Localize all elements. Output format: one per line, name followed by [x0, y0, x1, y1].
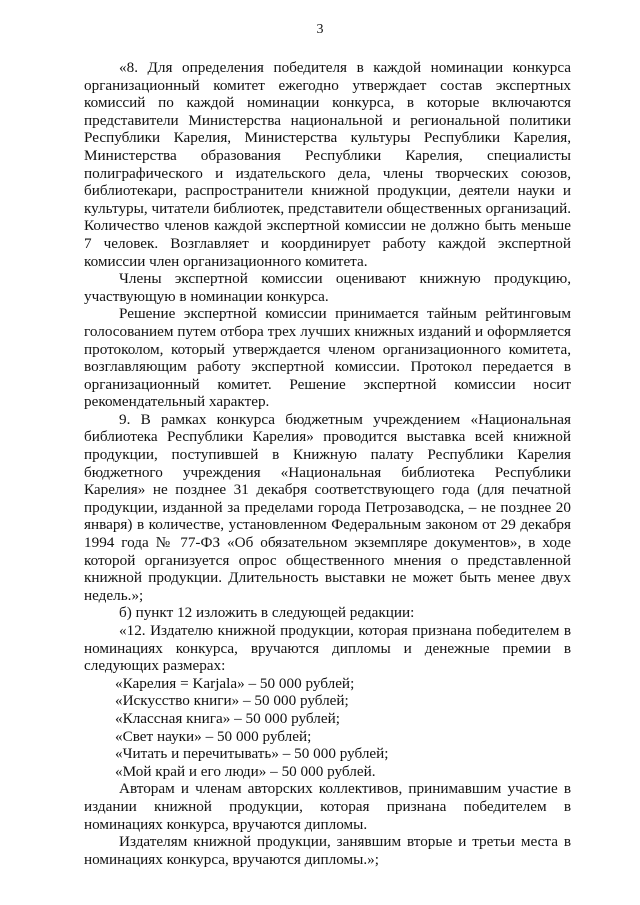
paragraph-publishers-diplomas: Издателям книжной продукции, занявшим вторые и третьи места в номинациях конкурса, вручаются дипломы.»;: [84, 833, 571, 868]
document-body: [84, 59, 571, 868]
paragraph-item-12-instruction: б) пункт 12 изложить в следующей редакции:: [119, 604, 415, 622]
award-item-my-land-and-people: «Мой край и его люди» – 50 000 рублей.: [115, 762, 376, 780]
paragraph-item-12-text: «12. Издателю книжной продукции, которая признана победителем в номинациях конкурса, вручаются дипломы и денежные премии в следующих размерах:: [84, 622, 571, 675]
page-number: 3: [316, 22, 324, 37]
paragraph-authors-diplomas: Авторам и членам авторских коллективов, принимавшим участие в издании книжной продукции, которая признана победителем в номинациях конкурса, вручаются дипломы.: [84, 780, 571, 833]
award-item-karelia: «Карелия = Karjala» – 50 000 рублей;: [115, 674, 355, 692]
award-item-class-book: «Классная книга» – 50 000 рублей;: [115, 709, 340, 727]
award-item-light-of-science: «Свет науки» – 50 000 рублей;: [115, 727, 312, 745]
award-list: [84, 675, 571, 781]
paragraph-expert-commission-composition: «8. Для определения победителя в каждой номинации конкурса организационный комитет ежегодно утверждает состав экспертных комиссий по каждой номинации конкурса, в которые включаются представители Министерства национальной и региональной политики Республики Карелия, Министерства культуры Республики Карелия, Министерства образования Республики Карелия, специалисты полиграфического и издательского дела, члены творческих союзов, библиотекари, распространители книжной продукции, деятели науки и культуры, читатели библиотек, представители общественных организаций. Количество членов каждой экспертной комиссии не должно быть меньше 7 человек. Возглавляет и координирует работу каждой экспертной комиссии член организационного комитета.: [84, 59, 571, 270]
paragraph-book-exhibition: 9. В рамках конкурса бюджетным учреждением «Национальная библиотека Республики Карелия» проводится выставка всей книжной продукции, поступившей в Книжную палату Республики Карелия бюджетного учреждения «Национальная библиотека Республики Карелия» не позднее 31 декабря соответствующего года (для печатной продукции, изданной за пределами города Петрозаводска, – не позднее 20 января) в количестве, установленном Федеральным законом от 29 декабря 1994 года № 77-ФЗ «Об обязательном экземпляре документов», в ходе которой организуется опрос общественного мнения о представленной книжной продукции. Длительность выставки не может быть менее двух недель.»;: [84, 410, 571, 604]
award-item-art-of-book: «Искусство книги» – 50 000 рублей;: [115, 692, 349, 710]
paragraph-commission-decision: Решение экспертной комиссии принимается тайным рейтинговым голосованием путем отбора трех лучших книжных изданий и оформляется протоколом, который утверждается членом организационного комитета, возглавляющим работу экспертной комиссии. Протокол передается в организационный комитет. Решение экспертной комиссии носит рекомендательный характер.: [84, 305, 571, 411]
paragraph-expert-evaluation: Члены экспертной комиссии оценивают книжную продукцию, участвующую в номинации конкурса.: [84, 270, 571, 305]
award-item-read-and-reread: «Читать и перечитывать» – 50 000 рублей;: [115, 745, 389, 763]
